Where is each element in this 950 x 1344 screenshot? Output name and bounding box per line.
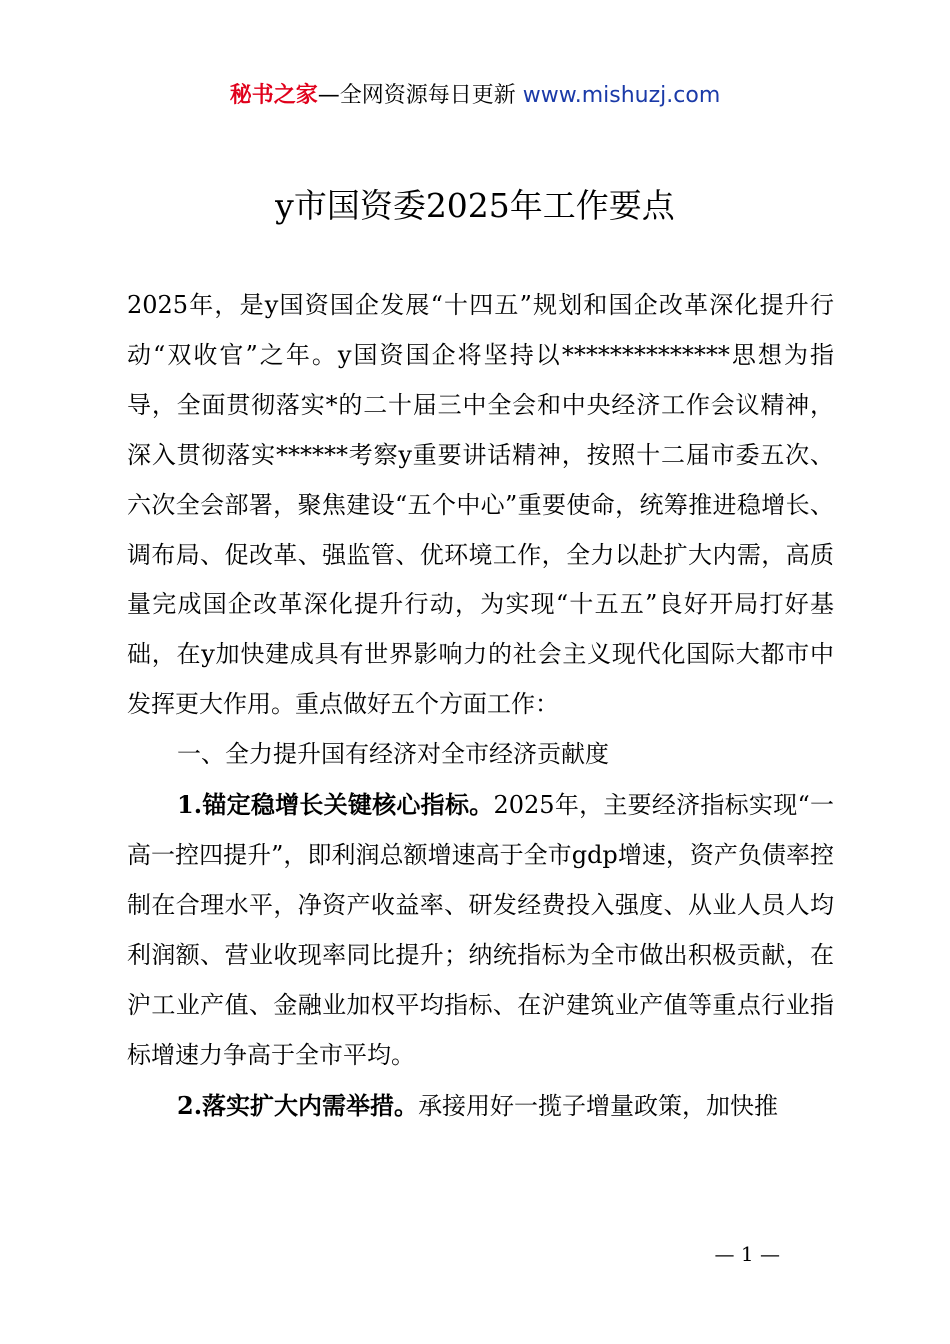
item-paragraph-2 — [127, 1081, 834, 1132]
item-1-text: 2025年，主要经济指标实现“一高一控四提升”，即利润总额增速高于全市gdp增速，资产负债率控制在合理水平，净资产收益率、研发经费投入强度、从业人员人均利润额、营业收现率同比提升；纳统指标为全市做出积极贡献，在沪工业产值、金融业加权平均指标、在沪建筑业产值等重点行业指标增速力争高于全市平均。 — [127, 791, 834, 1069]
intro-paragraph: 2025年，是y国资国企发展“十四五”规划和国企改革深化提升行动“双收官”之年。y国资国企将坚持以**************思想为指导，全面贯彻落实*的二十届三中全会和中央经济工作会议精神，深入贯彻落实******考察y重要讲话精神，按照十二届市委五次、六次全会部署，聚焦建设“五个中心”重要使命，统筹推进稳增长、调布局、促改革、强监管、优环境工作，全力以赴扩大内需，高质量完成国企改革深化提升行动，为实现“十五五”良好开局打好基础，在y加快建成具有世界影响力的社会主义现代化国际大都市中发挥更大作用。重点做好五个方面工作： — [127, 291, 834, 719]
banner-brand: 秘书之家 — [229, 83, 318, 108]
item-2-text: 承接用好一揽子增量政策，加快推 — [418, 1091, 779, 1120]
item-1-lead: 1.锚定稳增长关键核心指标。 — [177, 790, 494, 820]
site-banner — [0, 80, 950, 112]
item-paragraph-1 — [127, 780, 834, 1080]
page-number: — 1 — — [714, 1242, 780, 1266]
document-body — [127, 281, 834, 1131]
section-heading-1: 一、全力提升国有经济对全市经济贡献度 — [177, 740, 609, 769]
banner-tagline: —全网资源每日更新 — [317, 83, 516, 108]
item-2-lead: 2.落实扩大内需举措。 — [177, 1090, 419, 1120]
document-title: y市国资委2025年工作要点 — [275, 186, 675, 225]
banner-url-link[interactable]: www.mishuzj.com — [522, 83, 721, 108]
